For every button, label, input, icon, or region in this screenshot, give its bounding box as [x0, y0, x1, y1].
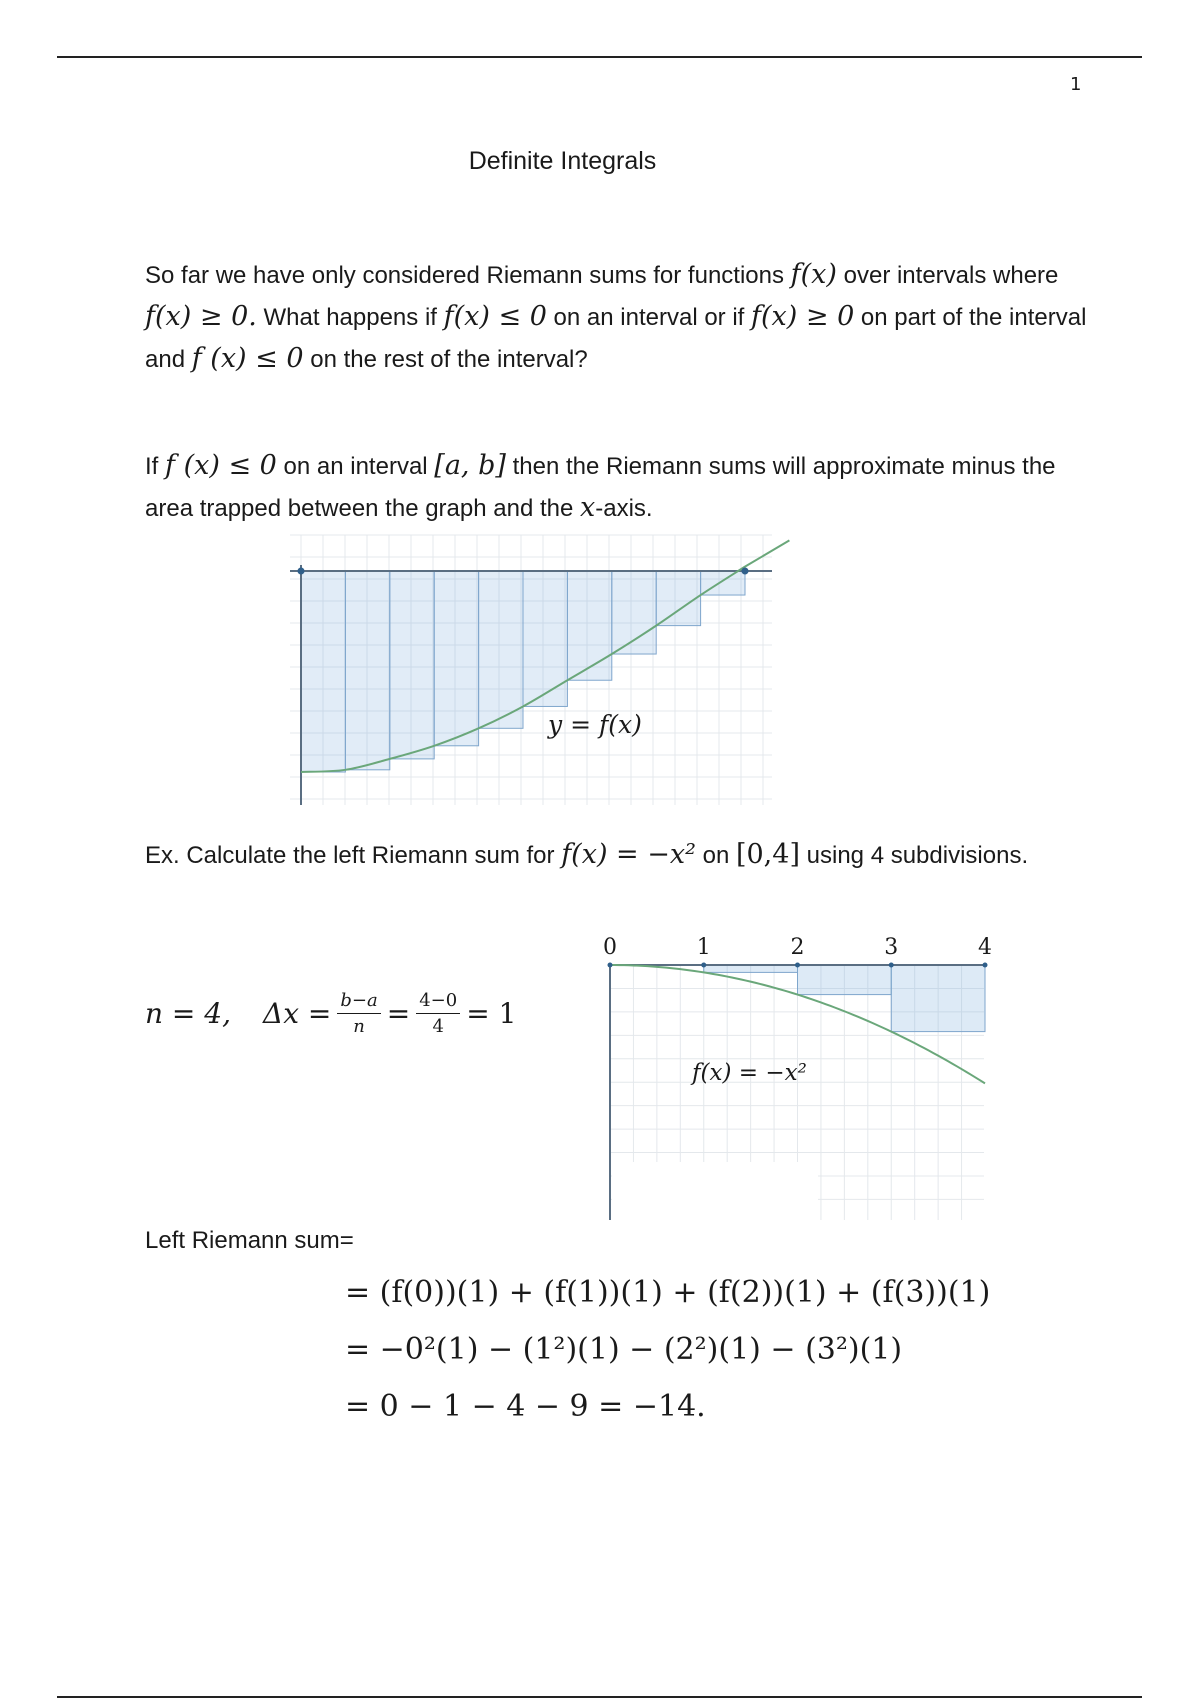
fig2-riemann-rect	[704, 965, 798, 972]
fig2-tick-labels	[603, 935, 992, 968]
negative-paragraph	[145, 445, 1095, 529]
fig1-riemann-rect	[523, 571, 567, 706]
ex-math-2: [0,4]	[735, 839, 800, 870]
ex-math-1: f(x) = −x²	[561, 839, 696, 870]
fig2-tick-label: 0	[603, 935, 617, 960]
fig2-tick-label: 1	[696, 935, 711, 960]
ex-text-3: using 4 subdivisions.	[799, 842, 1029, 869]
fig1-curve-label: y = f(x)	[548, 710, 642, 739]
figure-negative-area	[290, 535, 772, 805]
page-number: 1	[1070, 74, 1082, 95]
delta-result: = 1	[466, 997, 517, 1030]
dx-equals: Δx =	[263, 997, 332, 1030]
fig2-lower-blank	[612, 1162, 818, 1220]
fig2-tick-label: 2	[790, 935, 805, 960]
intro-text-1: So far we have only considered Riemann sums for functions	[145, 262, 791, 289]
fig1-riemann-rect	[301, 571, 345, 772]
intro-text-5: on part of the interval and	[145, 304, 1087, 373]
neg-math-3: x	[580, 492, 596, 523]
frac2-denominator: 4	[432, 1016, 444, 1037]
page-title: Definite Integrals	[468, 147, 657, 175]
n-equals: n = 4,	[145, 997, 232, 1030]
fig1-point-a	[298, 568, 305, 575]
frac1-denominator: n	[353, 1016, 365, 1037]
neg-text-4: -axis.	[595, 495, 653, 522]
fig2-tick-dot	[608, 963, 613, 968]
neg-math-1: f (x) ≤ 0	[165, 450, 277, 481]
equals-sign: =	[386, 997, 411, 1030]
sum-line-3: = 0 − 1 − 4 − 9 = −14.	[345, 1389, 706, 1424]
sum-line-2: = −0²(1) − (1²)(1) − (2²)(1) − (3²)(1)	[345, 1332, 903, 1367]
delta-x-equation	[145, 990, 516, 1037]
fig1-riemann-rect	[345, 571, 389, 770]
frac1-numerator: b−a	[337, 990, 380, 1014]
intro-math-3: f(x) ≤ 0	[443, 301, 547, 332]
example-paragraph	[145, 834, 1095, 876]
ex-text-1: Ex. Calculate the left Riemann sum for	[145, 842, 562, 869]
figure-neg-x-squared	[600, 930, 992, 1220]
sum-line-1: = (f(0))(1) + (f(1))(1) + (f(2))(1) + (f(3))(1)	[345, 1275, 991, 1310]
intro-text-2: over intervals where	[836, 262, 1059, 289]
fig2-tick-dot	[983, 963, 988, 968]
intro-text-4: on an interval or if	[546, 304, 751, 331]
fig2-tick-dot	[889, 963, 894, 968]
fraction-4-minus-0	[416, 990, 460, 1037]
fig2-tick-label: 3	[884, 935, 899, 960]
neg-text-2: on an interval	[276, 453, 435, 480]
fig2-tick-dot	[795, 963, 800, 968]
intro-text-6: on the rest of the interval?	[303, 346, 588, 373]
intro-math-5: f (x) ≤ 0	[191, 343, 304, 374]
fig2-riemann-rect	[798, 965, 892, 995]
neg-text-3: then the Riemann sums will approximate minus the area trapped between the graph and the	[145, 453, 1056, 522]
neg-text-1: If	[145, 453, 166, 480]
fig1-riemann-rect	[434, 571, 478, 746]
ex-text-2: on	[695, 842, 736, 869]
fig2-riemann-rect	[891, 965, 985, 1032]
intro-math-1: f(x)	[790, 259, 837, 290]
left-sum-label: Left Riemann sum=	[145, 1227, 354, 1254]
fig1-point-b	[742, 568, 749, 575]
bottom-rule	[57, 1696, 1142, 1698]
top-rule	[57, 56, 1142, 58]
fig2-curve-label: f(x) = −x²	[692, 1060, 807, 1086]
intro-paragraph	[145, 254, 1095, 380]
fig2-tick-label: 4	[978, 935, 992, 960]
intro-math-4: f(x) ≥ 0	[751, 301, 855, 332]
fig1-rectangles	[301, 571, 745, 772]
fig1-riemann-rect	[390, 571, 434, 759]
frac2-numerator: 4−0	[416, 990, 460, 1014]
fig1-riemann-rect	[612, 571, 656, 654]
fig1-riemann-rect	[656, 571, 700, 626]
neg-math-2: [a, b]	[434, 450, 506, 481]
intro-text-3: What happens if	[256, 304, 444, 331]
fig1-riemann-rect	[479, 571, 523, 728]
intro-math-2: f(x) ≥ 0.	[145, 301, 257, 332]
fig2-tick-dot	[701, 963, 706, 968]
fig1-riemann-rect	[567, 571, 611, 680]
fraction-b-minus-a	[337, 990, 380, 1037]
